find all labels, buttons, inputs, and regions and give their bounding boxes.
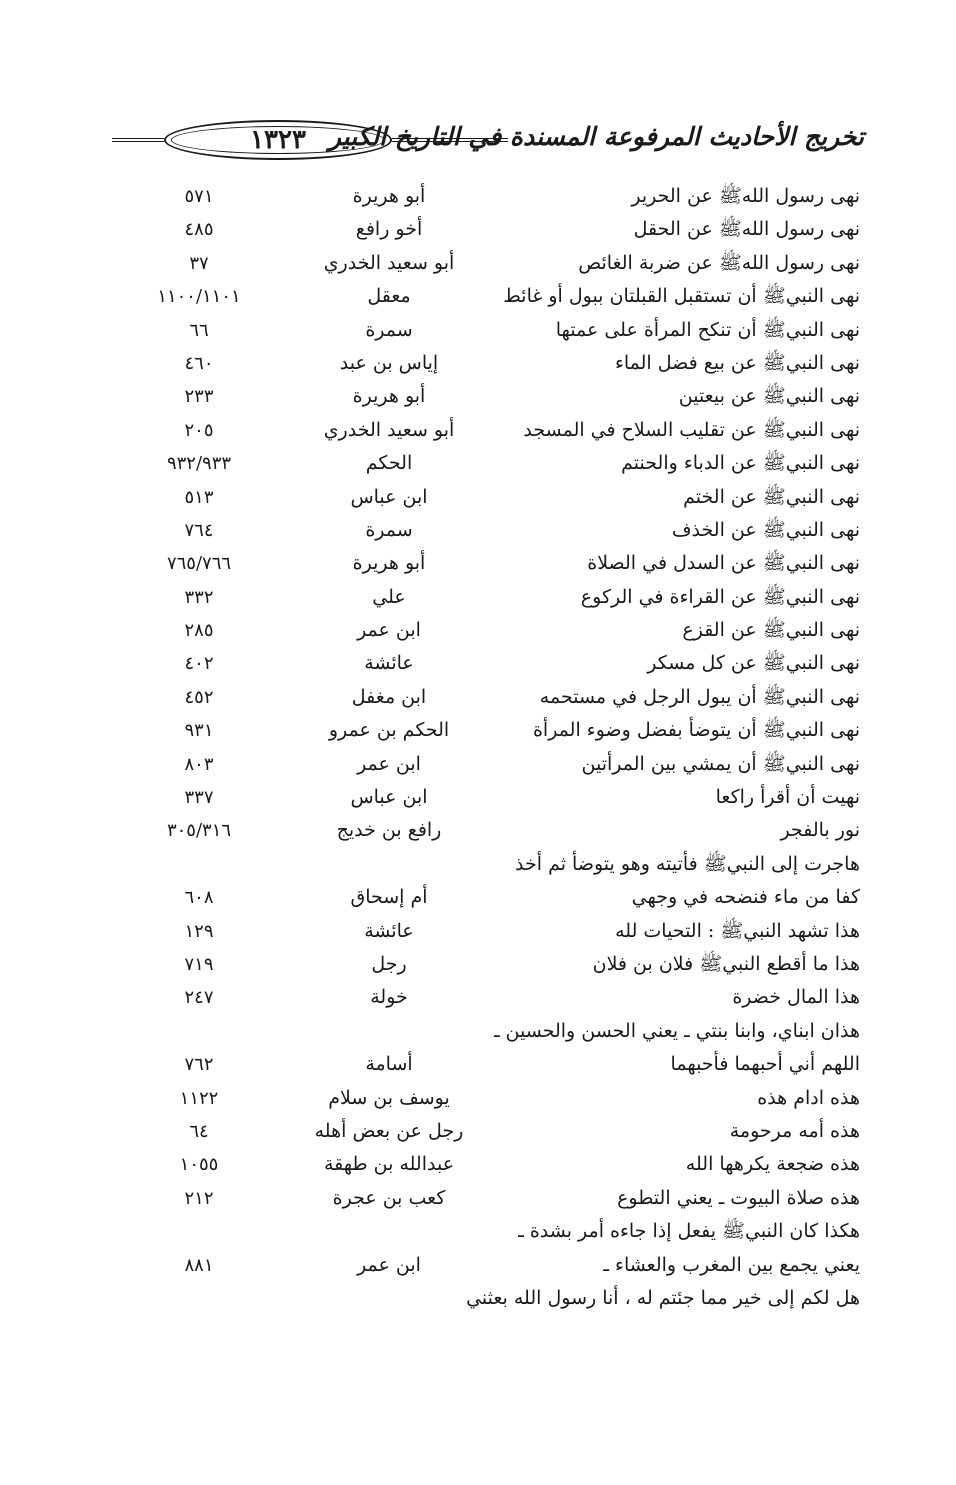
table-row — [112, 481, 864, 514]
hadith-text: نهى النبيﷺ عن الختم — [683, 485, 860, 508]
table-row — [112, 1148, 864, 1181]
narrator: إياس بن عبد — [339, 351, 439, 374]
reference-number: ١٢٩ — [184, 920, 214, 942]
table-row — [112, 948, 864, 981]
hadith-text: نهى النبيﷺ أن يبول الرجل في مستحمه — [539, 685, 860, 708]
reference-number: ٧٦٤ — [184, 519, 214, 541]
table-row — [112, 1282, 864, 1315]
table-row — [112, 1182, 864, 1215]
hadith-text: نهى النبيﷺ أن يتوضأ بفضل وضوء المرأة — [532, 719, 860, 742]
table-row — [112, 514, 864, 547]
hadith-text: هذا المال خضرة — [732, 986, 860, 1009]
hadith-text: يعني يجمع بين المغرب والعشاء ـ — [603, 1253, 860, 1276]
narrator: ابن عمر — [357, 1253, 421, 1276]
narrator: سمرة — [365, 318, 413, 341]
narrator: ابن عمر — [357, 619, 421, 642]
page-header — [112, 112, 864, 168]
reference-number: ٧١٩ — [184, 953, 214, 975]
table-row — [112, 1082, 864, 1115]
narrator: أبو سعيد الخدري — [323, 251, 455, 274]
table-row — [112, 247, 864, 280]
narrator: أسامة — [365, 1053, 413, 1076]
table-row — [112, 1115, 864, 1148]
narrator: أم إسحاق — [350, 886, 428, 909]
reference-number: ٢٤٧ — [184, 987, 214, 1009]
narrator: ابن عمر — [357, 752, 421, 775]
table-row — [112, 414, 864, 447]
reference-number: ٦٦ — [189, 319, 209, 341]
table-row — [112, 280, 864, 313]
hadith-text: هذه أمه مرحومة — [729, 1119, 860, 1142]
hadith-text: هذان ابناي، وابنا بنتي ـ يعني الحسن والحسين ـ — [493, 1019, 860, 1042]
narrator: رافع بن خديج — [336, 819, 442, 842]
narrator: عائشة — [364, 652, 414, 675]
reference-number: ١٠٥٥ — [179, 1154, 219, 1176]
reference-number: ٨٠٣ — [184, 753, 214, 775]
narrator: معقل — [367, 285, 411, 308]
reference-number: ٦٤ — [189, 1120, 209, 1142]
hadith-text: نهى النبيﷺ عن كل مسكر — [647, 652, 860, 675]
table-row — [112, 714, 864, 747]
reference-number: ٣٧ — [189, 252, 209, 274]
table-row — [112, 848, 864, 881]
hadith-text: هاجرت إلى النبيﷺ فأتيته وهو يتوضأ ثم أخذ — [515, 852, 860, 875]
narrator: أبو هريرة — [352, 385, 426, 408]
table-row — [112, 547, 864, 580]
reference-number: ٨٨١ — [184, 1254, 214, 1276]
hadith-text: هل لكم إلى خير مما جئتم له ، أنا رسول الله بعثني — [466, 1286, 860, 1309]
hadith-text: نهى النبيﷺ عن القراءة في الركوع — [580, 585, 860, 608]
reference-number: ٩٣١ — [184, 720, 214, 742]
hadith-text: نهى النبيﷺ عن تقليب السلاح في المسجد — [523, 418, 860, 441]
hadith-text: نهى النبيﷺ عن القزع — [682, 619, 860, 642]
table-row — [112, 1048, 864, 1081]
narrator: عائشة — [364, 919, 414, 942]
hadith-text: نهى النبيﷺ عن الدباء والحنتم — [621, 452, 860, 475]
table-row — [112, 681, 864, 714]
reference-number: ٤٠٢ — [184, 653, 214, 675]
narrator: أبو هريرة — [352, 185, 426, 207]
table-row — [112, 347, 864, 380]
narrator: ابن مغفل — [351, 685, 427, 708]
reference-number: ٣٣٧ — [184, 787, 214, 809]
page-number: ١٣٢٣ — [250, 125, 306, 155]
hadith-text: نهى النبيﷺ عن بيع فضل الماء — [614, 351, 860, 374]
hadith-text: نهى النبيﷺ أن تستقبل القبلتان ببول أو غائط — [503, 285, 860, 308]
narrator: الحكم بن عمرو — [328, 719, 450, 742]
hadith-text: نهى رسول اللهﷺ عن الحرير — [631, 185, 860, 207]
table-row — [112, 1215, 864, 1248]
reference-number: ٤٥٢ — [184, 686, 214, 708]
table-row — [112, 1249, 864, 1282]
table-row — [112, 447, 864, 480]
hadith-text: نهى النبيﷺ عن السدل في الصلاة — [587, 552, 860, 575]
reference-number: ٣٠٥/٣١٦ — [166, 820, 232, 842]
narrator: عبدالله بن طهقة — [323, 1153, 455, 1176]
reference-number: ٢٣٣ — [184, 386, 214, 408]
hadith-text: اللهم أني أحبهما فأحبهما — [670, 1053, 860, 1076]
reference-number: ١١٠٠/١١٠١ — [157, 286, 241, 308]
hadith-text: هذا تشهد النبيﷺ : التحيات لله — [615, 919, 860, 942]
reference-number: ٥١٣ — [184, 486, 214, 508]
hadith-text: هذه صلاة البيوت ـ يعني التطوع — [617, 1186, 860, 1209]
table-row — [112, 981, 864, 1014]
narrator: كعب بن عجرة — [332, 1186, 446, 1209]
hadith-text: نهى رسول اللهﷺ عن الحقل — [633, 218, 860, 241]
reference-number: ٤٨٥ — [184, 219, 214, 241]
table-row — [112, 614, 864, 647]
narrator: الحكم — [365, 452, 413, 475]
hadith-text: هذه ادام هذه — [757, 1086, 860, 1109]
narrator: يوسف بن سلام — [328, 1086, 450, 1109]
narrator: رجل — [371, 952, 407, 975]
table-row — [112, 314, 864, 347]
hadith-text: نهى النبيﷺ أن تنكح المرأة على عمتها — [555, 318, 860, 341]
table-row — [112, 915, 864, 948]
reference-number: ٢٠٥ — [184, 419, 214, 441]
narrator: رجل عن بعض أهله — [314, 1119, 464, 1142]
reference-number: ٢٨٥ — [184, 620, 214, 642]
table-row — [112, 781, 864, 814]
reference-number: ٤٦٠ — [184, 352, 214, 374]
hadith-text: كفا من ماء فنضحه في وجهي — [631, 886, 860, 909]
hadith-text: نهى النبيﷺ أن يمشي بين المرأتين — [581, 752, 860, 775]
reference-number: ٦٠٨ — [184, 887, 214, 909]
hadith-text: هذه ضجعة يكرهها الله — [685, 1153, 860, 1176]
narrator: خولة — [370, 986, 408, 1009]
reference-number: ٢١٢ — [184, 1187, 214, 1209]
hadith-text: نور بالفجر — [780, 819, 860, 842]
hadith-text: نهى النبيﷺ عن بيعتين — [678, 385, 860, 408]
table-row — [112, 180, 864, 213]
narrator: أبو سعيد الخدري — [323, 418, 455, 441]
hadith-index-table — [112, 180, 864, 1315]
reference-number: ١١٢٢ — [179, 1087, 219, 1109]
narrator: أبو هريرة — [352, 552, 426, 575]
reference-number: ٣٣٢ — [184, 586, 214, 608]
reference-number: ٩٣٢/٩٣٣ — [166, 453, 232, 475]
table-row — [112, 380, 864, 413]
table-row — [112, 748, 864, 781]
reference-number: ٥٧١ — [184, 186, 214, 207]
hadith-text: هذا ما أقطع النبيﷺ فلان بن فلان — [592, 952, 860, 975]
header-rule-left — [112, 138, 164, 142]
narrator: علي — [372, 585, 406, 608]
table-row — [112, 581, 864, 614]
table-row — [112, 814, 864, 847]
table-row — [112, 1015, 864, 1048]
reference-number: ٧٦٥/٧٦٦ — [166, 553, 232, 575]
narrator: سمرة — [365, 518, 413, 541]
running-title: تخريج الأحاديث المرفوعة المسندة في التاريخ الكبير — [328, 122, 864, 151]
table-row — [112, 213, 864, 246]
header-rule-right — [392, 138, 508, 142]
table-row — [112, 647, 864, 680]
hadith-text: نهى رسول اللهﷺ عن ضربة الغائص — [578, 251, 860, 274]
page-number-badge — [164, 120, 392, 160]
narrator: ابن عباس — [350, 786, 428, 809]
hadith-text: نهى النبيﷺ عن الخذف — [671, 518, 860, 541]
narrator: أخو رافع — [355, 218, 423, 241]
table-row — [112, 881, 864, 914]
hadith-text: نهيت أن أقرأ راكعا — [715, 786, 860, 809]
hadith-text: هكذا كان النبيﷺ يفعل إذا جاءه أمر بشدة ـ — [518, 1220, 860, 1243]
narrator: ابن عباس — [350, 485, 428, 508]
reference-number: ٧٦٢ — [184, 1054, 214, 1076]
